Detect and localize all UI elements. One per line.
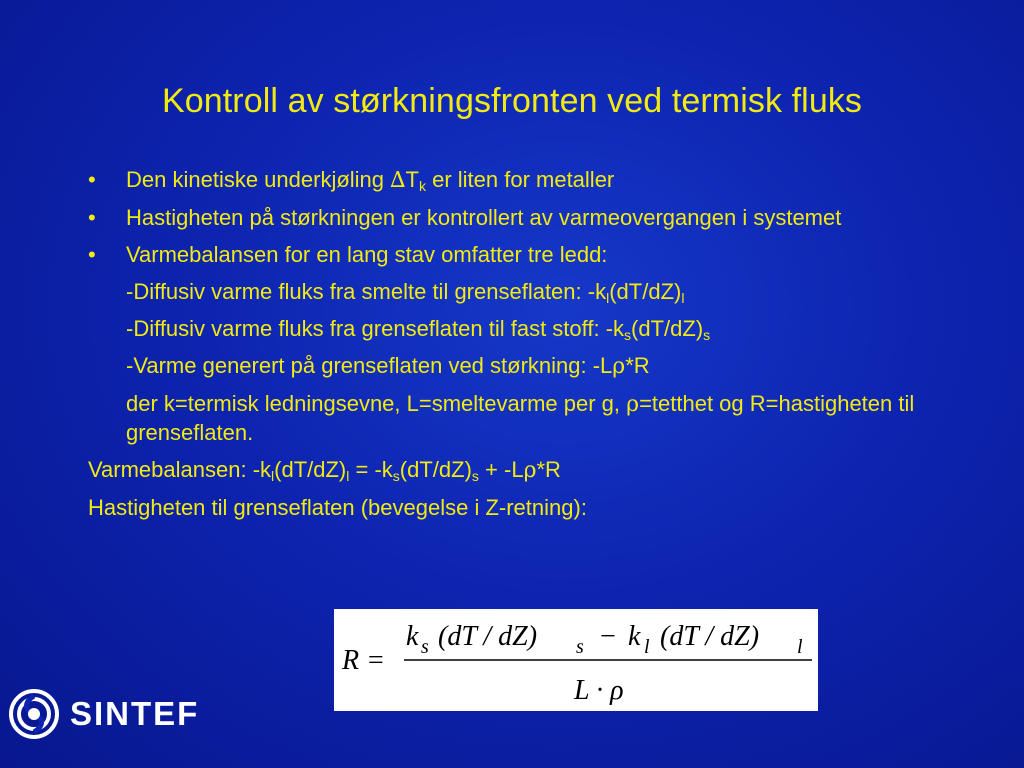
interface-speed-line: Hastigheten til grenseflaten (bevegelse i Z-retning): <box>88 495 587 520</box>
formula-svg <box>334 609 818 711</box>
rho-symbol: ρ <box>626 392 640 417</box>
formula-lhs: R = <box>342 645 385 676</box>
balance-part: + -L <box>478 457 524 482</box>
sintef-logo <box>8 688 199 740</box>
bullet-3-text: Varmebalansen for en lang stav omfatter tre ledd: <box>126 242 608 267</box>
bullet-item-1 <box>88 166 948 195</box>
formula-sub-s: s <box>421 636 429 658</box>
sintef-logo-icon <box>8 688 60 740</box>
subscript: s <box>471 468 479 484</box>
subline-3-text: -Varme generert på grenseflaten ved størkning: -L <box>126 353 613 378</box>
sintef-logo-text: SINTEF <box>70 695 200 732</box>
rho-symbol: ρ <box>523 458 537 483</box>
subscript-k: k <box>418 178 426 194</box>
subline-2 <box>88 315 948 343</box>
subscript: l <box>681 290 685 306</box>
bullet-dot: • <box>88 205 96 230</box>
bullet-item-3 <box>88 241 948 269</box>
subline-3 <box>88 352 948 381</box>
subscript: l <box>271 468 275 484</box>
bullet-1-post: er liten for metaller <box>425 167 615 192</box>
heat-balance-line <box>88 456 948 485</box>
formula-sub-l2: l <box>797 636 803 658</box>
formula-denominator: L · ρ <box>574 675 624 706</box>
formula-sub-l: l <box>644 636 650 658</box>
subline-4-post: =tetthet og R=hastigheten til grenseflaten. <box>126 391 915 445</box>
subline-3-post: *R <box>625 353 650 378</box>
subline-1-mid: (dT/dZ) <box>609 279 682 304</box>
balance-part: Varmebalansen: -k <box>88 457 272 482</box>
subline-4 <box>88 390 948 447</box>
subscript: s <box>703 327 711 343</box>
bullet-dot: • <box>88 242 96 267</box>
formula-k-l: k <box>628 621 641 652</box>
balance-part: (dT/dZ) <box>274 457 347 482</box>
formula-paren-1: (dT / dZ) <box>438 621 538 652</box>
subline-2-text: -Diffusiv varme fluks fra grenseflaten til fast stoff: -k <box>126 316 625 341</box>
formula-k-s: k <box>406 621 419 652</box>
subline-1-text: -Diffusiv varme fluks fra smelte til grenseflaten: -k <box>126 279 607 304</box>
subline-2-mid: (dT/dZ) <box>631 316 704 341</box>
slide-title: Kontroll av størkningsfronten ved termisk fluks <box>161 82 863 120</box>
bullet-1-text: Den kinetiske underkjøling <box>126 167 391 192</box>
subline-1 <box>88 278 948 306</box>
formula-box <box>334 609 818 711</box>
bullet-2-text: Hastigheten på størkningen er kontrollert av varmeovergangen i systemet <box>126 205 842 230</box>
formula-sub-s2: s <box>576 636 584 658</box>
rho-symbol: ρ <box>612 354 626 379</box>
t-letter: T <box>405 167 419 192</box>
formula-minus: − <box>600 621 616 652</box>
formula-paren-2: (dT / dZ) <box>660 621 760 652</box>
subscript: l <box>346 468 350 484</box>
bullet-dot: • <box>88 167 96 192</box>
subscript: l <box>606 290 610 306</box>
balance-part: = -k <box>349 457 393 482</box>
balance-part: (dT/dZ) <box>399 457 472 482</box>
subscript: s <box>392 468 400 484</box>
subscript: s <box>624 327 632 343</box>
slide-content <box>88 166 948 531</box>
subline-4-pre: der k=termisk ledningsevne, L=smeltevarme per g, <box>126 391 627 416</box>
delta-symbol: ∆ <box>390 168 406 193</box>
bullet-item-2 <box>88 204 948 232</box>
balance-part: *R <box>536 457 561 482</box>
